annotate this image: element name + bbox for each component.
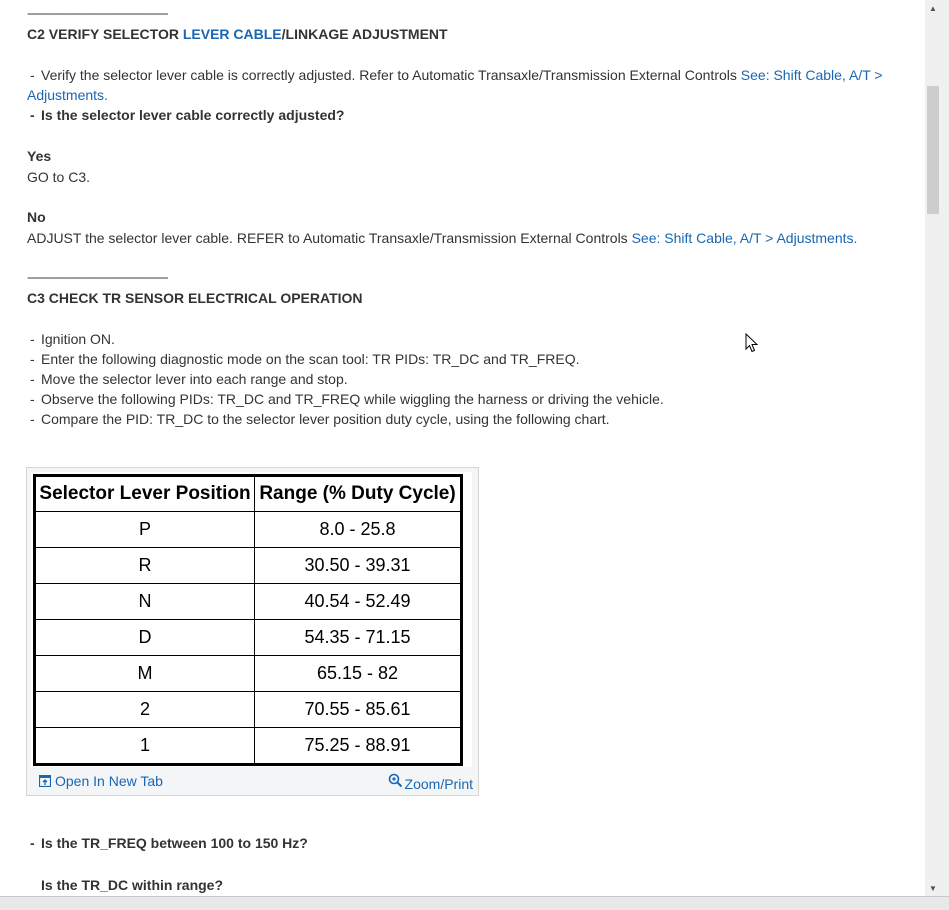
table-cell: M [35,656,255,692]
c3-step-text: Ignition ON. [41,331,115,347]
c3-question-dc: Is the TR_DC within range? [41,877,224,893]
c3-title: C3 CHECK TR SENSOR ELECTRICAL OPERATION [27,290,363,306]
c3-step-text: Move the selector lever into each range and stop. [41,371,348,387]
bullet-dash: - [30,371,35,387]
table-row [35,512,462,548]
shift-cable-link[interactable]: See: Shift Cable, A/T > [740,67,883,83]
open-in-new-tab-button[interactable] [39,773,163,789]
table-row [35,728,462,765]
table-row [35,692,462,728]
table-cell: N [35,584,255,620]
bullet-dash: - [30,331,35,347]
table-cell: 70.55 - 85.61 [255,692,462,728]
c2-step-1 [30,65,883,85]
c2-step-1-text: Verify the selector lever cable is correctly adjusted. Refer to Automatic Transaxle/Transmission External Controls [41,67,741,83]
zoom-print-button[interactable] [388,773,473,792]
c2-title-post: /LINKAGE ADJUSTMENT [281,26,448,42]
figure-footer [27,767,478,795]
lever-cable-link[interactable]: LEVER CABLE [182,26,282,42]
c3-step [30,349,579,369]
yes-label: Yes [27,148,52,164]
c3-step [30,329,115,349]
zoom-print-label: Zoom/Print [404,776,473,792]
table-row [35,656,462,692]
c3-step [30,369,348,389]
c3-step-text: Enter the following diagnostic mode on the scan tool: TR PIDs: TR_DC and TR_FREQ. [41,351,580,367]
table-cell: D [35,620,255,656]
range-table-image [31,472,472,767]
zoom-icon [388,773,403,788]
bullet-dash: - [30,835,35,851]
bullet-dash: - [30,391,35,407]
horizontal-scrollbar[interactable] [0,896,949,910]
separator: ---------------------------------------------------- [27,270,168,284]
yes-text: GO to C3. [27,169,91,185]
table-cell: 75.25 - 88.91 [255,728,462,765]
table-cell: 2 [35,692,255,728]
table-row [35,548,462,584]
table-cell: P [35,512,255,548]
c2-title-pre: C2 VERIFY SELECTOR [27,26,183,42]
table-cell: 8.0 - 25.8 [255,512,462,548]
table-row [35,620,462,656]
table-header-row [35,476,462,512]
table-row [35,584,462,620]
scrollbar-thumb[interactable] [927,86,939,214]
table-cell: 65.15 - 82 [255,656,462,692]
c3-step-text: Compare the PID: TR_DC to the selector lever position duty cycle, using the following chart. [41,411,610,427]
scroll-up-arrow-icon[interactable]: ▲ [929,4,937,13]
c3-step-text: Observe the following PIDs: TR_DC and TR_FREQ while wiggling the harness or driving the vehicle. [41,391,664,407]
table-header: Selector Lever Position [35,476,255,512]
c3-question-freq-text: Is the TR_FREQ between 100 to 150 Hz? [41,835,308,851]
bullet-dash: - [30,351,35,367]
table-cell: 1 [35,728,255,765]
c2-question-text: Is the selector lever cable correctly adjusted? [41,107,345,123]
scroll-down-arrow-icon[interactable]: ▼ [929,884,937,893]
no-text-body: ADJUST the selector lever cable. REFER to Automatic Transaxle/Transmission External Controls [27,230,632,246]
c2-title [27,24,448,44]
c3-step [30,409,610,429]
vertical-scrollbar[interactable] [925,0,949,896]
c3-question-freq [30,833,308,853]
separator: ---------------------------------------------------- [27,6,168,20]
no-label: No [27,209,46,225]
c2-question [30,105,344,125]
table-cell: 30.50 - 39.31 [255,548,462,584]
table-cell: R [35,548,255,584]
table-cell: 40.54 - 52.49 [255,584,462,620]
table-cell: 54.35 - 71.15 [255,620,462,656]
mouse-cursor-icon [745,333,759,353]
open-in-new-tab-label: Open In New Tab [55,773,163,789]
open-new-tab-icon [39,775,51,787]
range-table-figure [26,467,479,796]
c3-step [30,389,664,409]
bullet-dash: - [30,107,35,123]
range-table [33,474,463,766]
bullet-dash: - [30,411,35,427]
shift-cable-adjustments-link[interactable]: See: Shift Cable, A/T > Adjustments. [631,230,858,246]
no-text [27,228,857,248]
table-header: Range (% Duty Cycle) [255,476,462,512]
adjustments-link[interactable]: Adjustments. [27,87,108,103]
bullet-dash: - [30,67,35,83]
